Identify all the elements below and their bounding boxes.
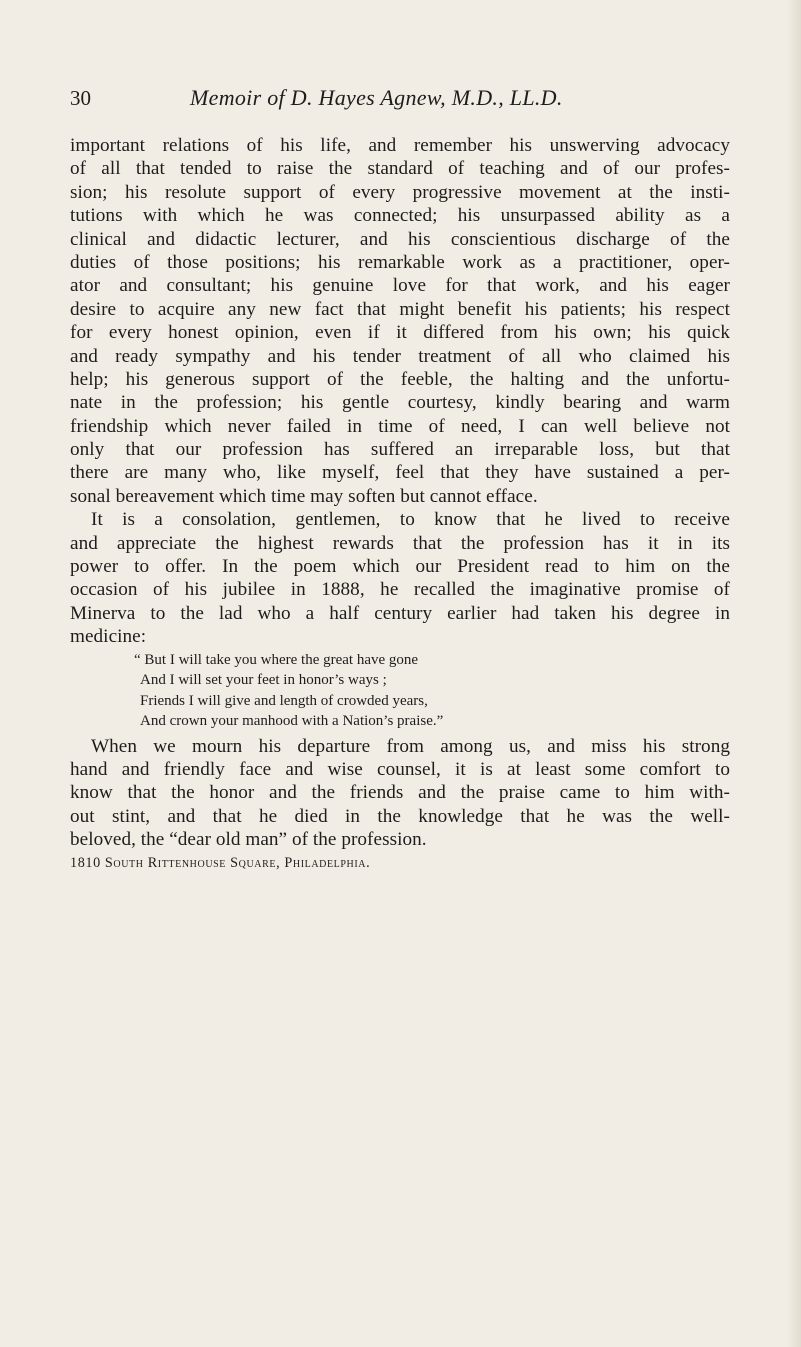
text-line: for every honest opinion, even if it differed from his own; his quick	[70, 322, 730, 344]
text-line: and ready sympathy and his tender treatment of all who claimed his	[70, 345, 730, 367]
text-line: important relations of his life, and remember his unswerving advocacy	[70, 135, 730, 156]
page-number: 30	[70, 86, 91, 110]
text-line: know that the honor and the friends and the praise came to him with-	[70, 782, 730, 804]
text-line: tutions with which he was connected; his unsurpassed ability as a	[70, 205, 730, 227]
text-line: out stint, and that he died in the knowledge that he was the well-	[70, 805, 730, 827]
text-line: duties of those positions; his remarkable work as a practitioner, oper-	[70, 251, 730, 273]
address-line: 1810 South Rittenhouse Square, Philadelphia.	[70, 854, 371, 871]
text-line: of all that tended to raise the standard of teaching and of our profes-	[70, 158, 730, 180]
body-text	[70, 134, 730, 874]
text-line: sonal bereavement which time may soften but cannot efface.	[70, 485, 538, 507]
text-line: friendship which never failed in time of need, I can well believe not	[70, 415, 730, 437]
paragraph-2	[70, 508, 730, 648]
poem-line: Friends I will give and length of crowded years,	[140, 692, 428, 709]
text-line: and appreciate the highest rewards that the profession has it in its	[70, 532, 730, 554]
page-edge-shadow	[787, 0, 801, 1347]
text-line: only that our profession has suffered an irreparable loss, but that	[70, 439, 730, 461]
text-line: Minerva to the lad who a half century earlier had taken his degree in	[70, 602, 730, 624]
poem-line: And I will set your feet in honor’s ways ;	[140, 672, 387, 689]
paragraph-3	[70, 735, 730, 852]
poem-quote	[70, 650, 730, 732]
page-header	[70, 83, 730, 113]
poem-line: And crown your manhood with a Nation’s praise.”	[140, 713, 444, 730]
text-line: When we mourn his departure from among us, and miss his strong	[91, 735, 730, 757]
text-line: medicine:	[70, 626, 147, 648]
text-line: hand and friendly face and wise counsel, it is at least some comfort to	[70, 758, 730, 780]
text-line: sion; his resolute support of every progressive movement at the insti-	[70, 181, 730, 203]
text-line: nate in the profession; his gentle courtesy, kindly bearing and warm	[70, 392, 730, 414]
text-line: power to offer. In the poem which our President read to him on the	[70, 556, 730, 578]
text-line: occasion of his jubilee in 1888, he recalled the imaginative promise of	[70, 579, 730, 601]
paragraph-1	[70, 134, 730, 508]
text-line: there are many who, like myself, feel that they have sustained a per-	[70, 462, 730, 484]
text-line: help; his generous support of the feeble, the halting and the unfortu-	[70, 368, 730, 390]
text-line: It is a consolation, gentlemen, to know that he lived to receive	[91, 509, 730, 531]
running-title: Memoir of D. Hayes Agnew, M.D., LL.D.	[190, 85, 563, 110]
poem-line: “ But I will take you where the great have gone	[134, 651, 419, 668]
text-line: desire to acquire any new fact that might benefit his patients; his respect	[70, 298, 730, 320]
text-line: clinical and didactic lecturer, and his conscientious discharge of the	[70, 228, 730, 250]
text-line: ator and consultant; his genuine love for that work, and his eager	[70, 275, 730, 297]
text-line: beloved, the “dear old man” of the profession.	[70, 829, 427, 851]
